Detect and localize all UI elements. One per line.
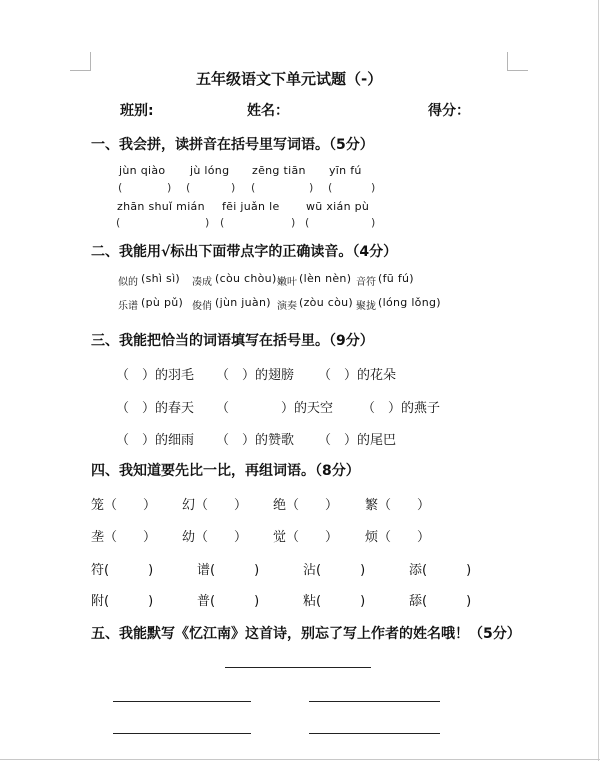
page-edge-bottom	[0, 759, 600, 760]
compare-item: 垄（ ）	[91, 530, 157, 545]
fill-item: （ ）的羽毛	[116, 368, 195, 383]
answer-line[interactable]	[113, 701, 251, 702]
compare-item: 繁（ ）	[365, 498, 431, 513]
compare-item: 附( )	[91, 594, 154, 609]
pinyin-item: zēng tiān	[252, 164, 306, 177]
section-1-title: 一、我会拼，读拼音在括号里写词语。（5分）	[91, 137, 374, 153]
answer-paren-close: )	[309, 181, 314, 194]
compare-item: 粘( )	[303, 594, 366, 609]
compare-item: 幻（ ）	[182, 498, 248, 513]
fill-item: （ ）的春天	[116, 401, 195, 416]
compare-item: 普( )	[197, 594, 260, 609]
corner-mark-right	[507, 52, 528, 71]
answer-line[interactable]	[113, 733, 251, 734]
answer-paren-close: )	[291, 216, 296, 229]
answer-line[interactable]	[309, 733, 440, 734]
compare-item: 谱( )	[197, 563, 260, 578]
reading-options: (zòu còu)	[299, 296, 354, 309]
reading-options: (pù pǔ)	[141, 296, 184, 309]
reading-word: 聚拢	[356, 301, 376, 312]
reading-word: 俊俏	[192, 301, 212, 312]
reading-options: (lèn nèn)	[299, 272, 352, 285]
compare-item: 觉（ ）	[273, 530, 339, 545]
answer-paren-open: (	[251, 181, 256, 194]
reading-word: 音符	[356, 277, 376, 288]
reading-options: (lóng lǒng)	[378, 296, 441, 309]
page-title: 五年级语文下单元试题（-）	[196, 70, 383, 88]
compare-item: 沾( )	[303, 563, 366, 578]
fill-item: （ ）的翅膀	[216, 368, 295, 383]
reading-word: 嫩叶	[277, 277, 297, 288]
fill-item: （ ）的尾巴	[318, 433, 397, 448]
reading-word: 演奏	[277, 301, 297, 312]
class-label: 班别:	[120, 103, 154, 119]
pinyin-item: wū xián pù	[306, 200, 370, 213]
compare-item: 绝（ ）	[273, 498, 339, 513]
section-2-title: 二、我能用√标出下面带点字的正确读音。（4分）	[91, 244, 398, 260]
answer-paren-close: )	[167, 181, 172, 194]
fill-item: （ ）的花朵	[318, 368, 397, 383]
section-3-title: 三、我能把恰当的词语填写在括号里。（9分）	[91, 333, 374, 349]
pinyin-item: jù lóng	[190, 164, 230, 177]
reading-word: 乐谱	[118, 301, 138, 312]
compare-item: 符( )	[91, 563, 154, 578]
fill-item: （ ）的燕子	[362, 401, 441, 416]
answer-paren-close: )	[231, 181, 236, 194]
compare-item: 舔( )	[409, 594, 472, 609]
pinyin-item: zhān shuǐ mián	[117, 200, 205, 213]
reading-word: 似的	[118, 277, 138, 288]
reading-options: (fū fú)	[378, 272, 414, 285]
reading-options: (jùn juàn)	[215, 296, 271, 309]
reading-options: (shì sì)	[141, 272, 181, 285]
compare-item: 添( )	[409, 563, 472, 578]
answer-paren-open: (	[118, 181, 123, 194]
fill-item: （ ）的天空	[216, 401, 334, 416]
name-label: 姓名：	[247, 103, 289, 119]
answer-paren-close: )	[371, 216, 376, 229]
compare-item: 笼（ ）	[91, 498, 157, 513]
compare-item: 幼（ ）	[182, 530, 248, 545]
reading-options: (còu chòu)	[215, 272, 277, 285]
answer-line[interactable]	[309, 701, 440, 702]
answer-paren-close: )	[371, 181, 376, 194]
pinyin-item: jùn qiào	[119, 164, 166, 177]
answer-line-title[interactable]	[225, 667, 371, 668]
fill-item: （ ）的赞歌	[216, 433, 295, 448]
answer-paren-open: (	[116, 216, 121, 229]
corner-mark-left	[70, 52, 91, 71]
answer-paren-open: (	[328, 181, 333, 194]
fill-item: （ ）的细雨	[116, 433, 195, 448]
reading-word: 凑成	[192, 277, 212, 288]
page-edge	[598, 0, 599, 761]
pinyin-item: fēi juǎn le	[222, 200, 280, 213]
pinyin-item: yīn fú	[329, 164, 362, 177]
answer-paren-open: (	[220, 216, 225, 229]
score-label: 得分：	[428, 103, 470, 119]
section-4-title: 四、我知道要先比一比，再组词语。（8分）	[91, 463, 360, 479]
section-5-title: 五、我能默写《忆江南》这首诗，别忘了写上作者的姓名哦！（5分）	[91, 626, 521, 642]
answer-paren-open: (	[305, 216, 310, 229]
compare-item: 烦（ ）	[365, 530, 431, 545]
answer-paren-open: (	[186, 181, 191, 194]
answer-paren-close: )	[205, 216, 210, 229]
